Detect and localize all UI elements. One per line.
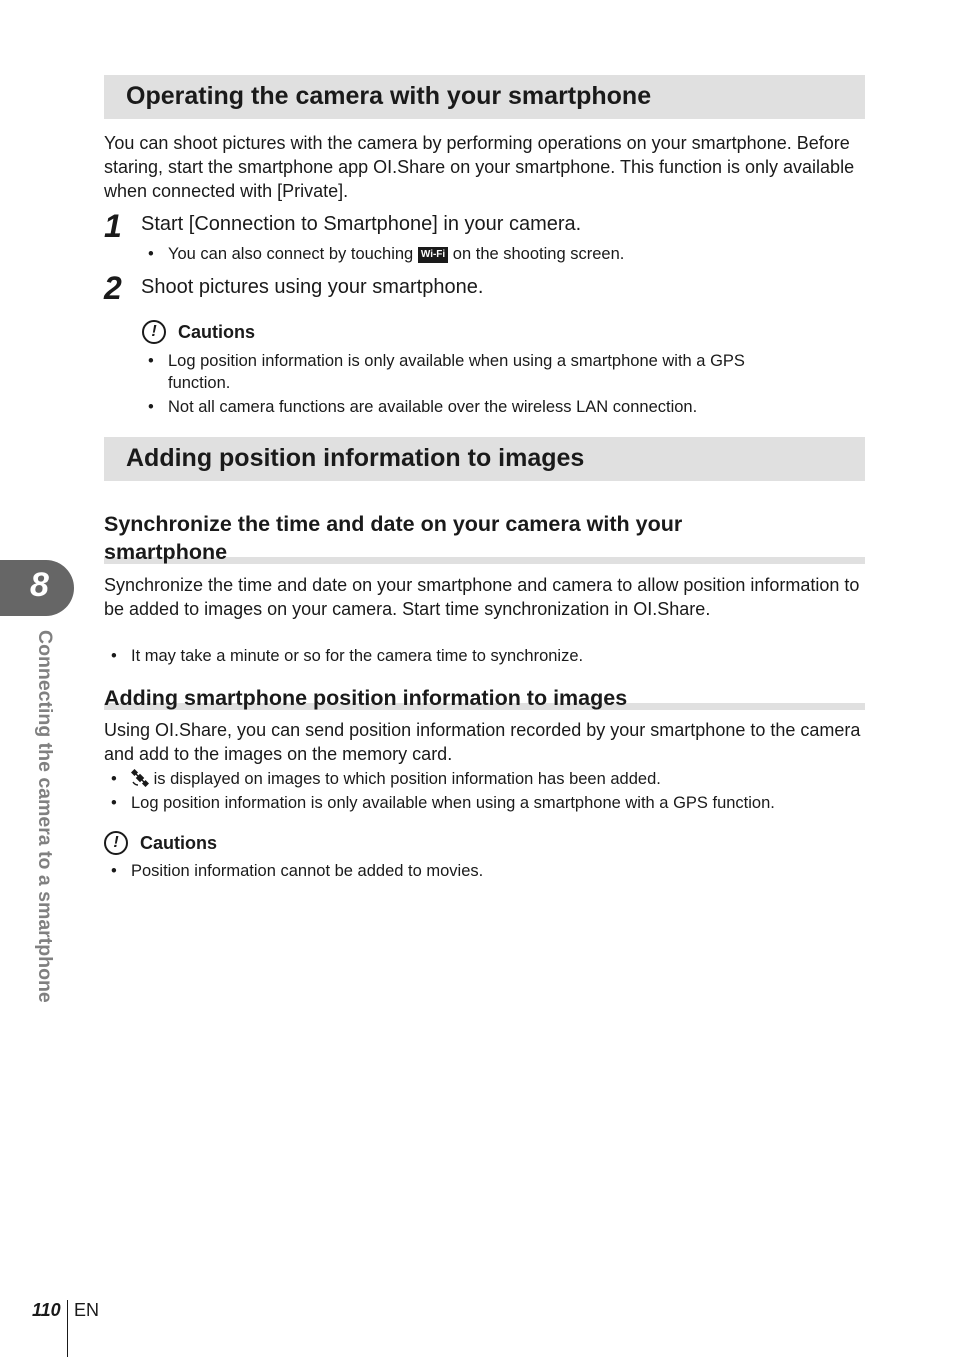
sync-paragraph: Synchronize the time and date on your smartphone and camera to allow position information to be added to images on your camera. Start time synchronization in OI.Share. xyxy=(104,575,860,619)
step-number: 2 xyxy=(104,270,122,306)
step-number: 1 xyxy=(104,208,122,244)
step-text: Start [Connection to Smartphone] in your camera. xyxy=(141,213,582,235)
section-header-operating xyxy=(104,75,865,119)
note-text: You can also connect by touching xyxy=(168,245,414,263)
section-title: Adding position information to images xyxy=(126,444,585,472)
position-paragraph: Using OI.Share, you can send position information recorded by your smartphone to the camera and add to the images on the memory card. xyxy=(104,720,861,764)
chapter-tab xyxy=(0,560,74,616)
page-number: 110 xyxy=(32,1300,61,1320)
chapter-number: 8 xyxy=(30,566,49,604)
subsection-heading: Synchronize the time and date on your camera with your smartphone xyxy=(104,512,683,564)
intro-paragraph: You can shoot pictures with the camera by performing operations on your smartphone. Before staring, start the smartphone app OI.Share on your smartphone. This function is only available when connected with [Private]. xyxy=(104,133,855,201)
cautions-label: Cautions xyxy=(178,322,256,342)
caution-icon: ! xyxy=(104,831,128,855)
satellite-icon xyxy=(131,769,149,787)
step-text: Shoot pictures using your smartphone. xyxy=(141,276,484,298)
chapter-title: Connecting the camera to a smartphone xyxy=(34,630,56,1003)
section-header-adding-position xyxy=(104,437,865,481)
wifi-icon: Wi-Fi xyxy=(418,247,448,263)
cautions-label: Cautions xyxy=(140,833,218,853)
subsection-heading: Adding smartphone position information to images xyxy=(104,686,628,710)
section-title: Operating the camera with your smartphone xyxy=(126,82,652,110)
divider xyxy=(67,1300,68,1357)
language-label: EN xyxy=(74,1300,100,1320)
caution-icon: ! xyxy=(142,320,166,344)
note-text: on the shooting screen. xyxy=(452,245,625,263)
